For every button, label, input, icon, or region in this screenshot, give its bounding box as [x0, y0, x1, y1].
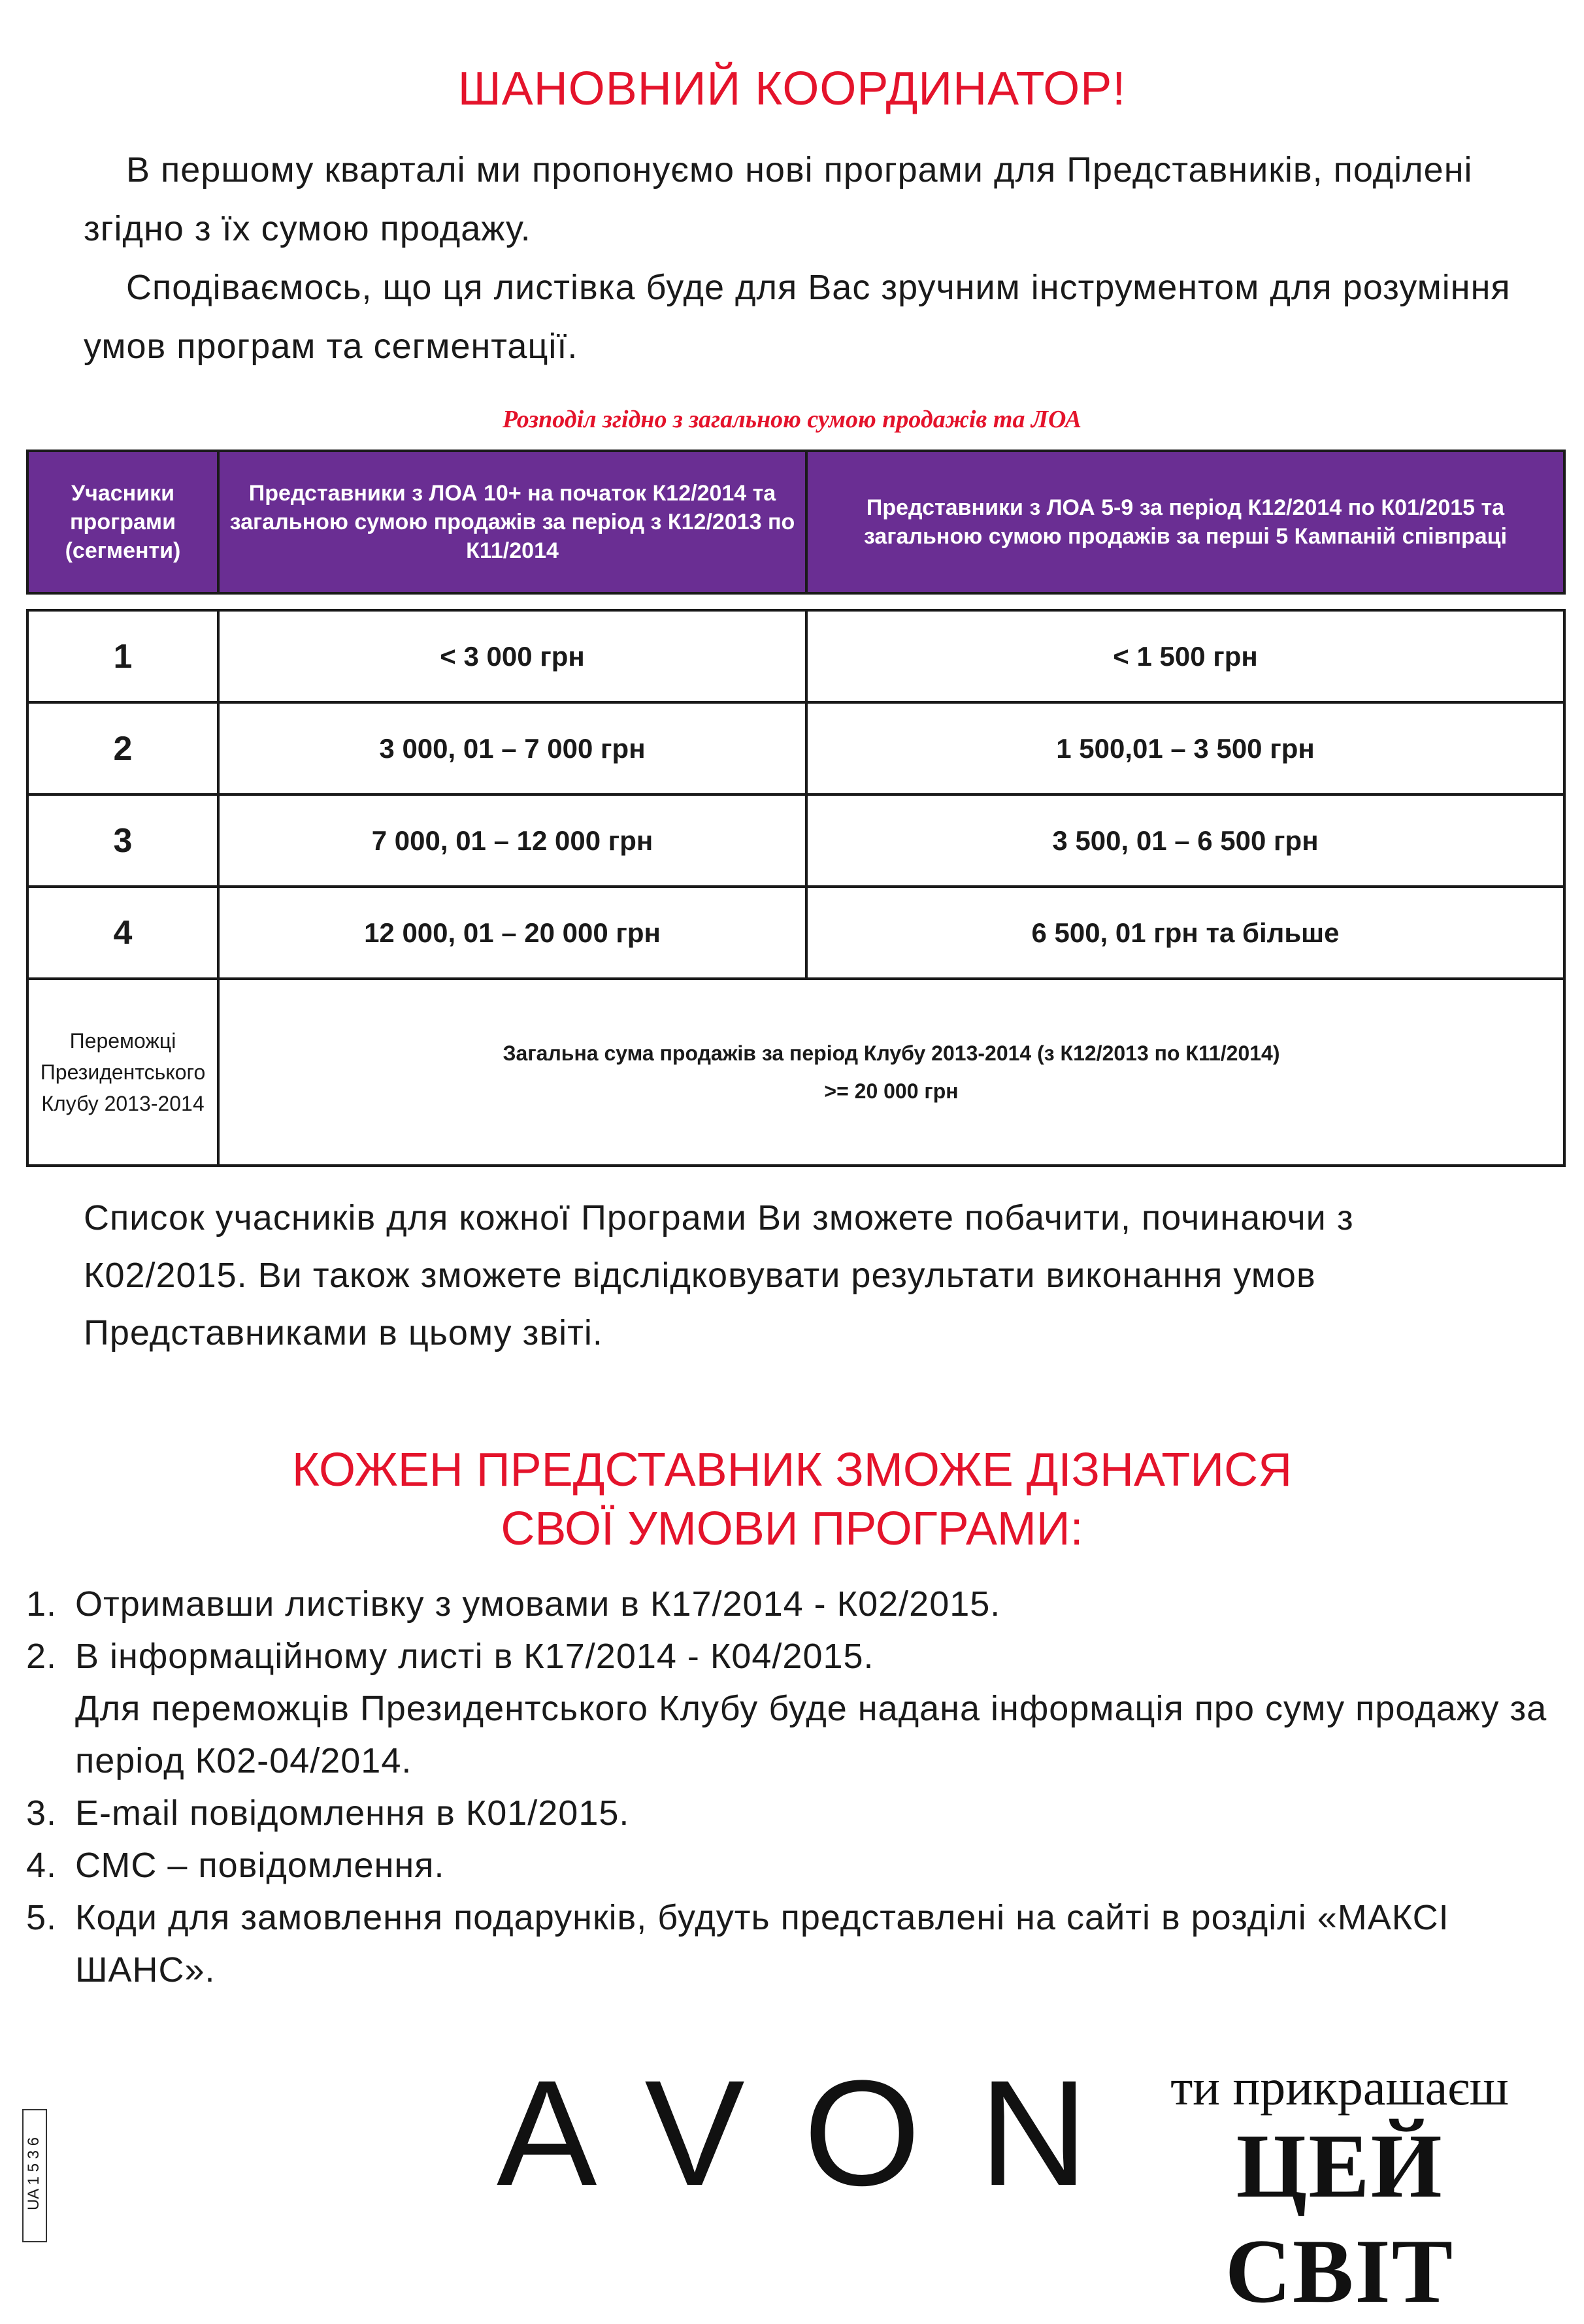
table-row-club: [27, 979, 1564, 1166]
section-subtitle: [0, 1441, 1584, 1558]
step-text: Коди для замовлення подарунків, будуть представлені на сайті в розділі «МАКСІ ШАНС».: [75, 1898, 1449, 1989]
list-item: [26, 1787, 1562, 1839]
list-item: [26, 1630, 1562, 1787]
slogan-big: ЦЕЙ СВІТ: [1225, 2116, 1455, 2322]
intro-text: [84, 140, 1521, 376]
step-number: 2.: [26, 1637, 58, 1676]
step-text-main: В інформаційному листі в К17/2014 - К04/2015.: [75, 1637, 874, 1676]
segment-number: 3: [27, 794, 218, 887]
step-text: [75, 1630, 1562, 1787]
segment-table: [26, 609, 1566, 1167]
step-text-extra: Для переможців Президентського Клубу буде надана інформація про суму продажу за період К02-04/2014.: [75, 1689, 1547, 1780]
loa10-range: 12 000, 01 – 20 000 грн: [218, 887, 806, 979]
participants-note: Список учасників для кожної Програми Ви зможете побачити, починаючи з К02/2015. Ви також зможете відслідковувати результати виконання умов Представниками в цьому звіті.: [84, 1198, 1354, 1352]
table-row: [27, 794, 1564, 887]
step-number: 1.: [26, 1584, 58, 1624]
subtitle-line-1: КОЖЕН ПРЕДСТАВНИК ЗМОЖЕ ДІЗНАТИСЯ: [291, 1444, 1293, 1496]
intro-paragraph-1: В першому кварталі ми пропонуємо нові програми для Представників, поділені згідно з їх сумою продажу.: [84, 150, 1473, 248]
intro-paragraph-2: Сподіваємось, що ця листівка буде для Вас зручним інструментом для розуміння умов програм та сегментації.: [84, 268, 1511, 366]
table-row: [27, 702, 1564, 794]
list-item: [26, 1578, 1562, 1630]
step-number: 5.: [26, 1898, 58, 1937]
page-title: ШАНОВНИЙ КООРДИНАТОР!: [457, 63, 1127, 115]
header-segments: Учасники програми (сегменти): [27, 451, 218, 593]
list-item: [26, 1891, 1562, 1996]
avon-logo: AVON: [497, 2049, 1147, 2217]
club-condition-line-1: Загальна сума продажів за період Клубу 2013-2014 (з К12/2013 по К11/2014): [503, 1041, 1280, 1065]
loa5-9-range: 1 500,01 – 3 500 грн: [806, 702, 1564, 794]
step-text: E-mail повідомлення в К01/2015.: [75, 1793, 630, 1833]
segment-number: 4: [27, 887, 218, 979]
segment-number: 2: [27, 702, 218, 794]
slogan-small: ти прикрашаєш: [1170, 2059, 1509, 2116]
step-number: 4.: [26, 1846, 58, 1885]
after-table-text: [84, 1189, 1521, 1362]
step-text: СМС – повідомлення.: [75, 1846, 445, 1885]
loa5-9-range: 3 500, 01 – 6 500 грн: [806, 794, 1564, 887]
table-row: [27, 610, 1564, 702]
loa10-range: 7 000, 01 – 12 000 грн: [218, 794, 806, 887]
step-number: 3.: [26, 1793, 58, 1833]
header-loa5-9: Представники з ЛОА 5-9 за період К12/2014 по К01/2015 та загальною сумою продажів за перші 5 Кампаній співпраці: [806, 451, 1564, 593]
club-condition: [218, 979, 1564, 1166]
list-item: [26, 1839, 1562, 1891]
steps-list: [26, 1578, 1562, 1996]
loa5-9-range: 6 500, 01 грн та більше: [806, 887, 1564, 979]
loa10-range: < 3 000 грн: [218, 610, 806, 702]
loa5-9-range: < 1 500 грн: [806, 610, 1564, 702]
table-caption: Розподіл згідно з загальною сумою продажів та ЛОА: [502, 406, 1082, 433]
club-condition-line-2: >= 20 000 грн: [824, 1079, 959, 1103]
print-code: UA 1 5 3 6: [25, 2136, 42, 2211]
club-segment-label: Переможці Президентського Клубу 2013-2014: [27, 979, 218, 1166]
subtitle-line-2: СВОЇ УМОВИ ПРОГРАМИ:: [501, 1503, 1083, 1555]
print-code-box: [22, 2109, 47, 2242]
segment-table-header: [26, 450, 1566, 595]
header-loa10: Представники з ЛОА 10+ на початок К12/2014 та загальною сумою продажів за період з К12/2013 по К11/2014: [218, 451, 806, 593]
segment-number: 1: [27, 610, 218, 702]
step-text: Отримавши листівку з умовами в К17/2014 - К02/2015.: [75, 1584, 1001, 1624]
table-row: [27, 887, 1564, 979]
loa10-range: 3 000, 01 – 7 000 грн: [218, 702, 806, 794]
